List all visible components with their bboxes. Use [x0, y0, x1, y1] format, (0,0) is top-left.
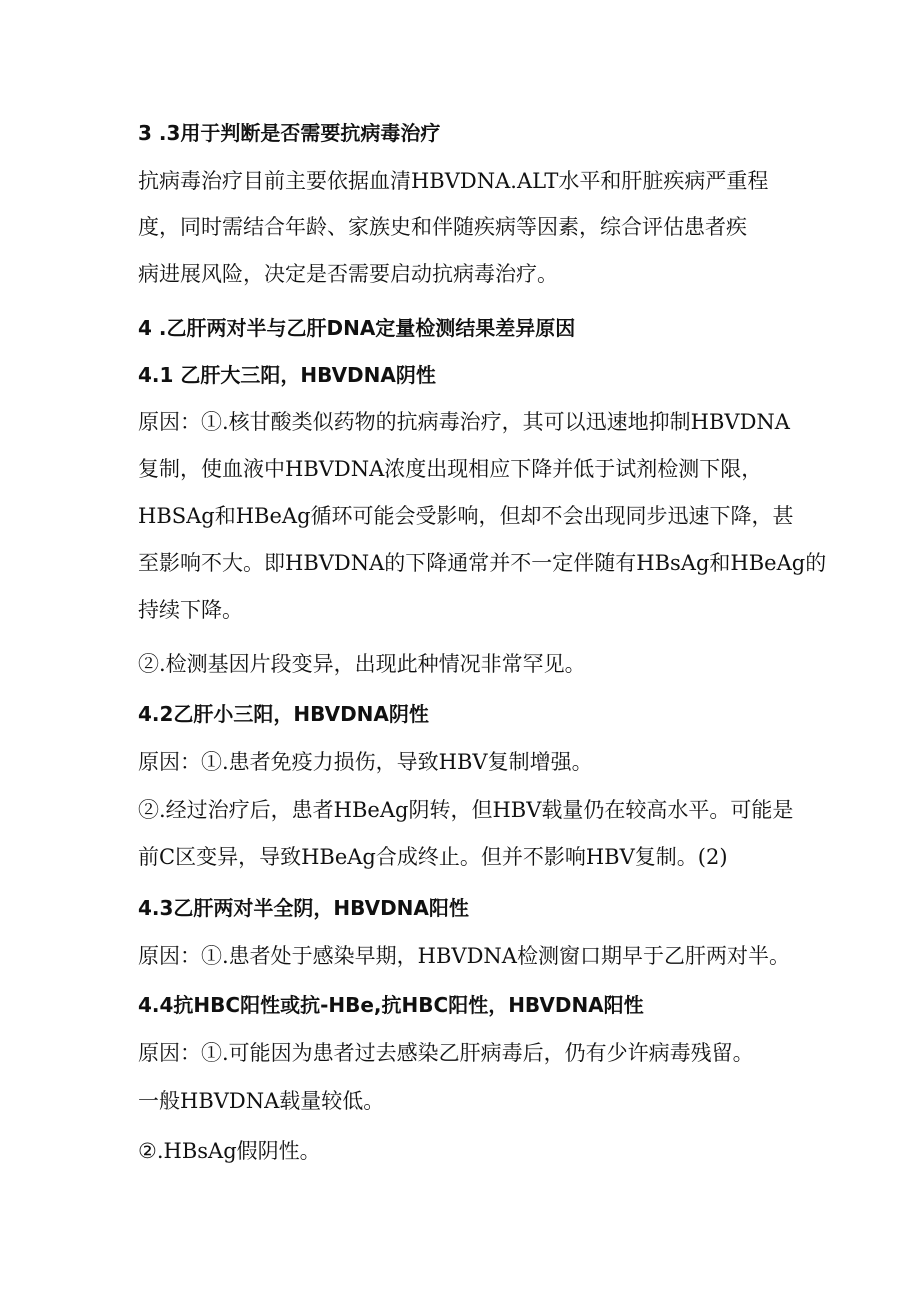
paragraph-line: 原因：①.患者处于感染早期，HBVDNA检测窗口期早于乙肝两对半。	[138, 944, 790, 968]
paragraph-line: 病进展风险，决定是否需要启动抗病毒治疗。	[138, 262, 558, 286]
paragraph-line: 至影响不大。即HBVDNA的下降通常并不一定伴随有HBsAg和HBeAg的	[138, 551, 827, 575]
paragraph-line: ②.经过治疗后，患者HBeAg阴转，但HBV载量仍在较高水平。可能是	[138, 798, 794, 822]
paragraph-line: 度，同时需结合年龄、家族史和伴随疾病等因素，综合评估患者疾	[138, 215, 747, 239]
paragraph-line: 前C区变异，导致HBeAg合成终止。但并不影响HBV复制。(2)	[138, 845, 728, 869]
paragraph-line: ②.HBsAg假阴性。	[138, 1139, 321, 1163]
section-heading-4-4: 4.4抗HBC阳性或抗-HBe,抗HBC阳性，HBVDNA阳性	[138, 993, 644, 1017]
paragraph-line: 一般HBVDNA载量较低。	[138, 1089, 385, 1113]
paragraph-line: 原因：①.可能因为患者过去感染乙肝病毒后，仍有少许病毒残留。	[138, 1041, 754, 1065]
section-heading-4-3: 4.3乙肝两对半全阴，HBVDNA阳性	[138, 896, 469, 920]
section-heading-3-3: 3 .3用于判断是否需要抗病毒治疗	[138, 121, 441, 145]
paragraph-line: 持续下降。	[138, 598, 243, 622]
paragraph-line: HBSAg和HBeAg循环可能会受影响，但却不会出现同步迅速下降，甚	[138, 504, 794, 528]
paragraph-line: 抗病毒治疗目前主要依据血清HBVDNA.ALT水平和肝脏疾病严重程	[138, 169, 769, 193]
section-heading-4-2: 4.2乙肝小三阳，HBVDNA阴性	[138, 702, 429, 726]
paragraph-line: 复制，使血液中HBVDNA浓度出现相应下降并低于试剂检测下限，	[138, 457, 763, 481]
section-heading-4-1: 4.1 乙肝大三阳，HBVDNA阴性	[138, 363, 436, 387]
paragraph-line: 原因：①.核甘酸类似药物的抗病毒治疗，其可以迅速地抑制HBVDNA	[138, 410, 790, 434]
section-heading-4: 4 .乙肝两对半与乙肝DNA定量检测结果差异原因	[138, 316, 576, 340]
paragraph-line: ②.检测基因片段变异，出现此种情况非常罕见。	[138, 652, 586, 676]
paragraph-line: 原因：①.患者免疫力损伤，导致HBV复制增强。	[138, 750, 593, 774]
